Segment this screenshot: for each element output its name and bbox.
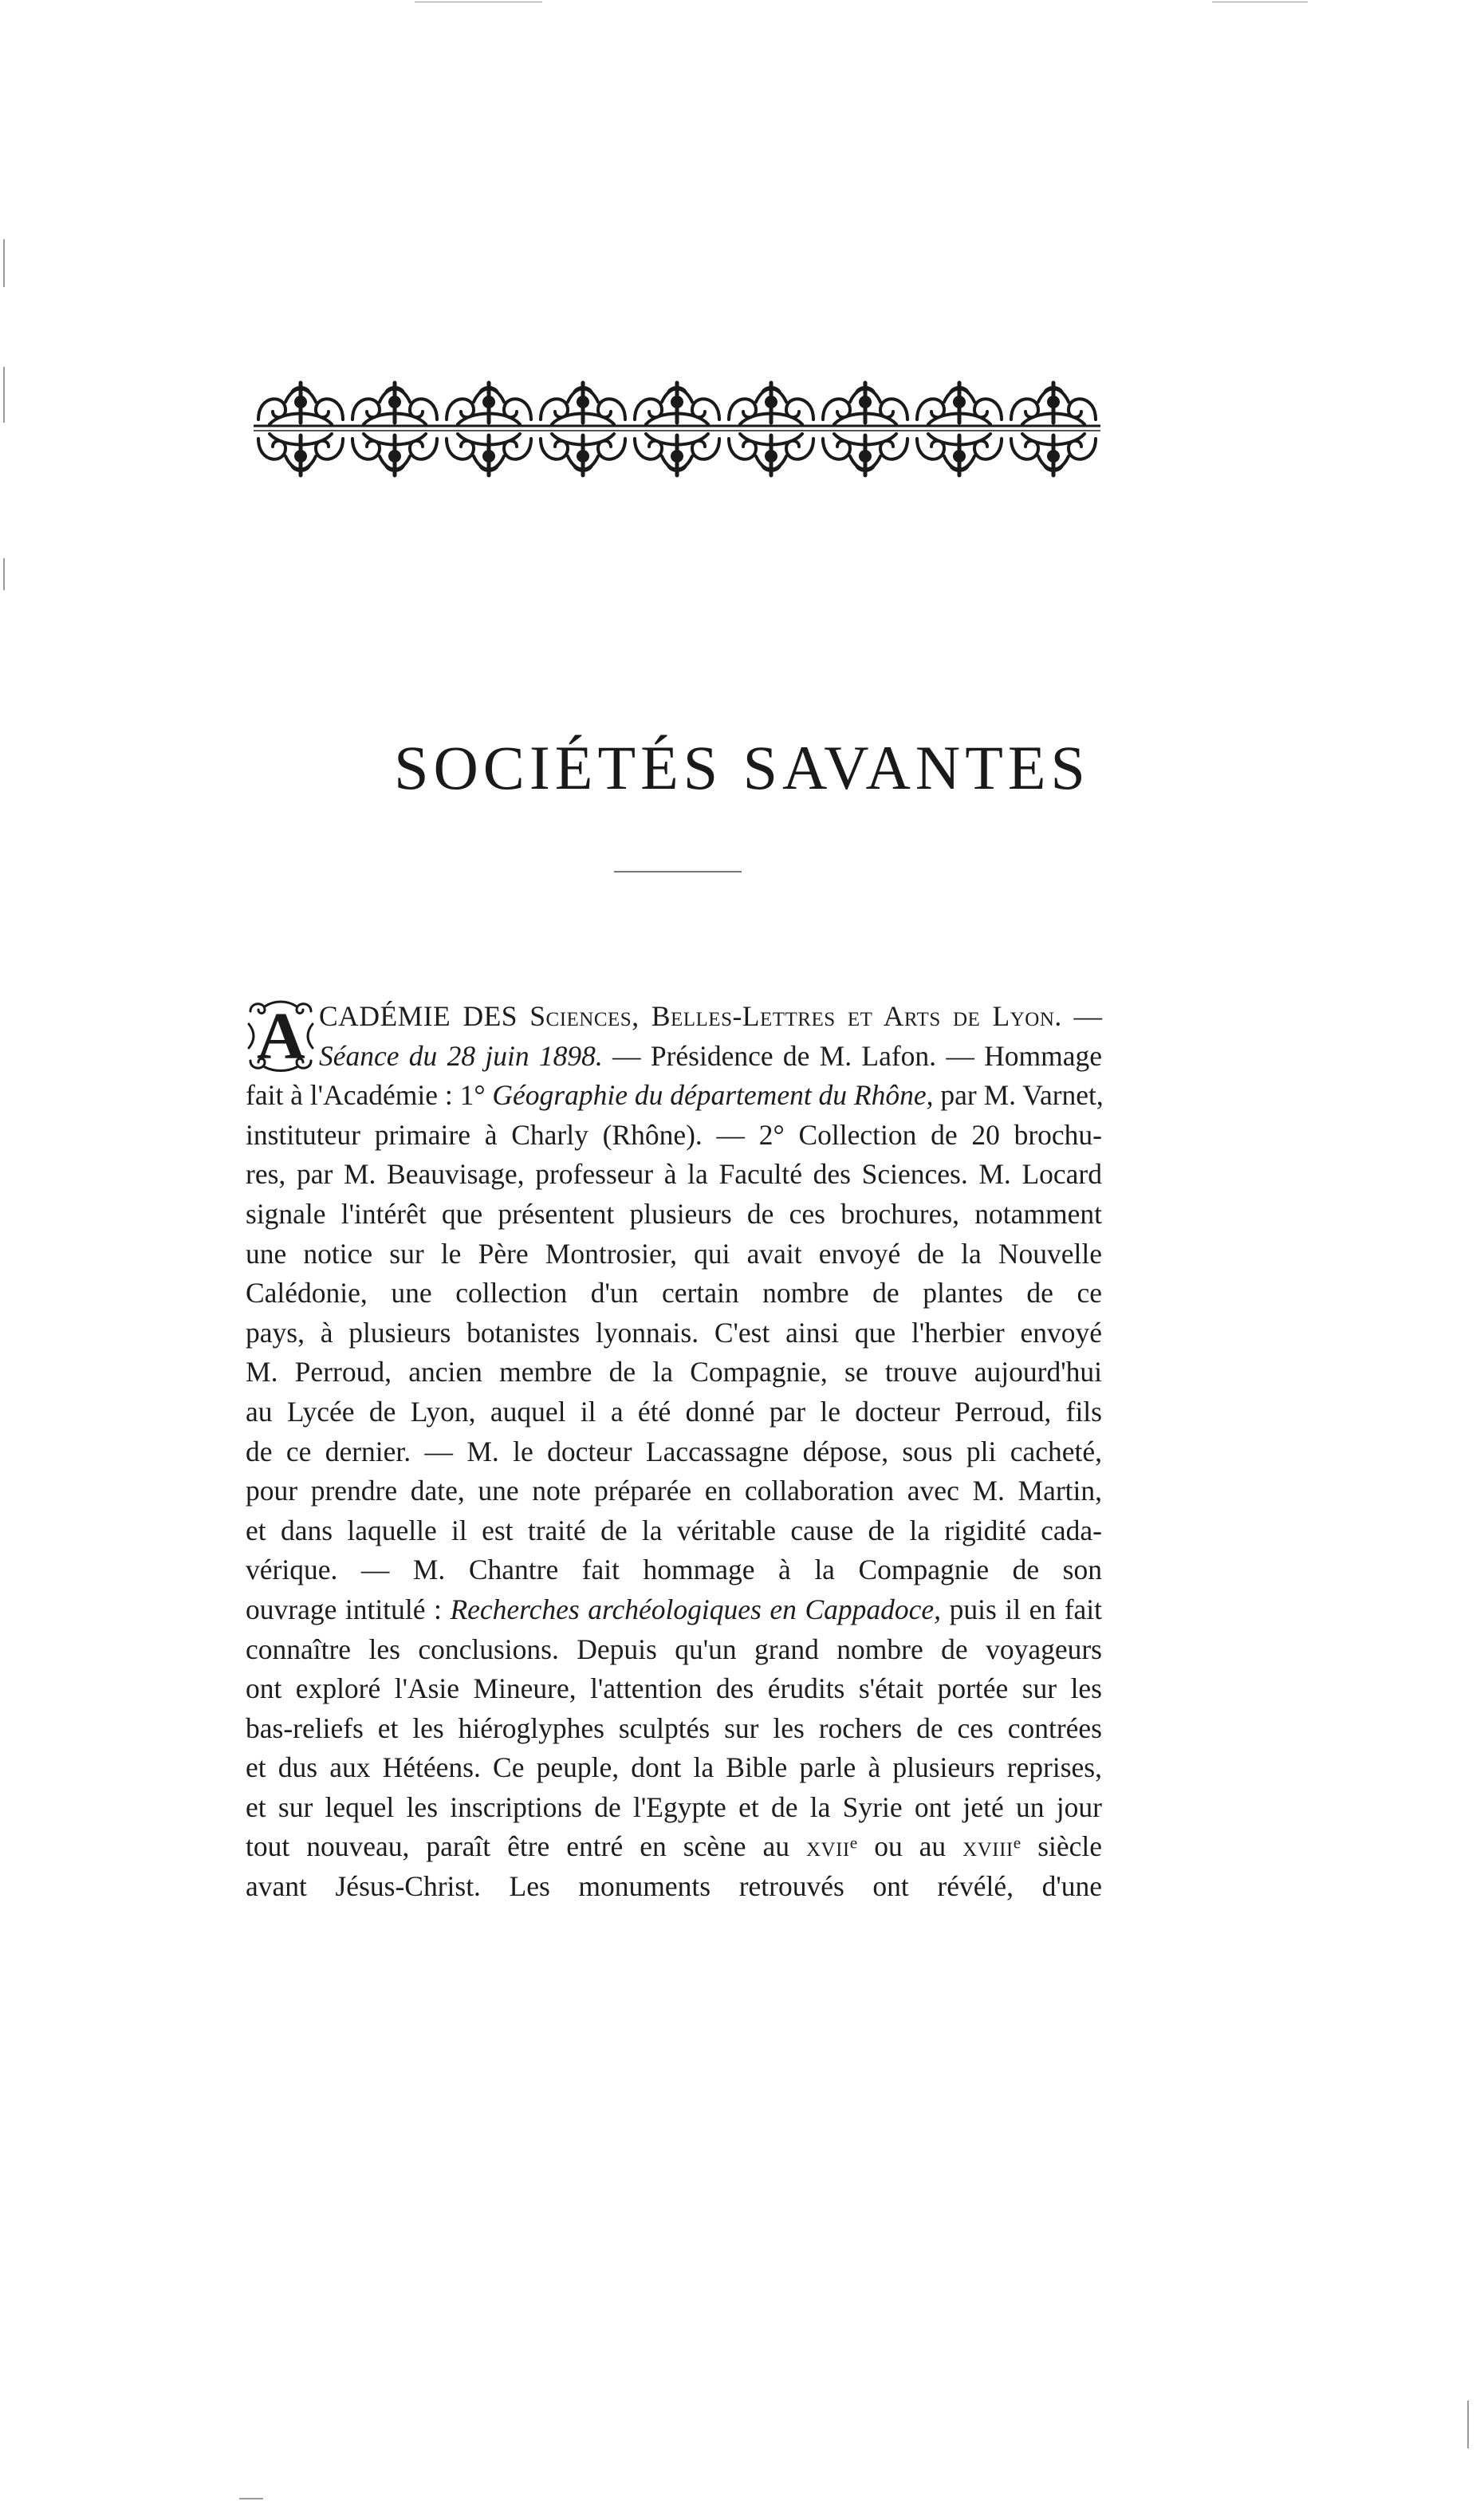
scan-edge-mark [3, 558, 5, 590]
page-title: SOCIÉTÉS SAVANTES [394, 733, 1090, 802]
scan-edge-mark [3, 367, 5, 423]
text-line [246, 1788, 1102, 1828]
text-line [246, 1748, 1102, 1788]
text-run: puis il en fait [941, 1593, 1102, 1625]
text-line [246, 1235, 1102, 1274]
scan-edge-mark [239, 2498, 263, 2499]
text-run: M. Perroud, ancien membre de la Compagnie, se trouve aujourd'hui [246, 1356, 1102, 1388]
text-run: res, par M. Beauvisage, professeur à la Faculté des Sciences. M. Locard [246, 1158, 1102, 1191]
text-line [246, 1314, 1102, 1353]
text-run: et sur lequel les inscriptions de l'Egypte et de la Syrie ont jeté un jour [246, 1790, 1102, 1823]
italic-text: Séance du 28 juin 1898. [319, 1039, 603, 1072]
article-body [246, 997, 1102, 1907]
text-run: siècle [1021, 1830, 1103, 1863]
text-run: ont exploré l'Asie Mineure, l'attention des érudits s'était portée sur les [246, 1672, 1102, 1705]
text-run: ou au [857, 1830, 963, 1863]
text-run: signale l'intérêt que présentent plusieurs de ces brochures, notamment [246, 1197, 1102, 1230]
text-line [246, 1195, 1102, 1235]
text-run: par M. Varnet, [933, 1079, 1104, 1112]
text-run: au Lycée de Lyon, auquel il a été donné par le docteur Perroud, fils [246, 1395, 1102, 1428]
text-run: CADÉMIE DES [319, 1000, 530, 1032]
text-line [246, 1116, 1102, 1156]
text-line [246, 1471, 1102, 1511]
text-run: avant Jésus-Christ. Les monuments retrouvés ont révélé, d'une [246, 1870, 1102, 1903]
text-run: instituteur primaire à Charly (Rhône). — 2° Collection de 20 brochu- [246, 1118, 1102, 1151]
text-run: pour prendre date, une note préparée en collaboration avec M. Martin, [246, 1475, 1102, 1507]
text-line [246, 1274, 1102, 1314]
text-run: tout nouveau, paraît être entré en scène au [246, 1830, 806, 1863]
italic-text: Recherches archéologiques en Cappadoce, [450, 1593, 942, 1625]
dropcap-letter: A [257, 999, 305, 1073]
text-line [246, 1392, 1102, 1432]
text-run: fait à l'Académie : 1° [246, 1079, 493, 1112]
text-run: de ce dernier. — M. le docteur Laccassagne dépose, sous pli cacheté, [246, 1435, 1102, 1467]
superscript-text: e [1013, 1833, 1021, 1853]
text-line [246, 1432, 1102, 1472]
text-line [246, 1511, 1102, 1551]
text-line [246, 1590, 1102, 1630]
scan-edge-mark [1467, 2401, 1469, 2448]
text-run: ouvrage intitulé : [246, 1593, 451, 1625]
text-line [246, 1353, 1102, 1392]
text-run: vérique. — M. Chantre fait hommage à la Compagnie de son [246, 1554, 1102, 1586]
text-line [246, 1669, 1102, 1709]
text-line [246, 1550, 1102, 1590]
text-run: Calédonie, une collection d'un certain nombre de plantes de ce [246, 1277, 1102, 1310]
text-run: et dus aux Hétéens. Ce peuple, dont la Bible parle à plusieurs reprises, [246, 1751, 1102, 1784]
text-run: — Présidence de M. Lafon. — Hommage [602, 1039, 1102, 1072]
superscript-text: e [849, 1833, 858, 1853]
text-line [246, 1709, 1102, 1749]
scan-edge-mark [3, 239, 5, 287]
text-line [246, 1076, 1102, 1116]
text-line [246, 1037, 1102, 1077]
title-rule [614, 871, 742, 872]
text-run: et dans laquelle il est traité de la véritable cause de la rigidité cada- [246, 1514, 1102, 1546]
text-run: pays, à plusieurs botanistes lyonnais. C'est ainsi que l'herbier envoyé [246, 1316, 1102, 1349]
text-run: bas-reliefs et les hiéroglyphes sculptés sur les rochers de ces contrées [246, 1711, 1102, 1744]
text-line [246, 1867, 1102, 1907]
text-run: — [1061, 1000, 1103, 1032]
ornamental-header-band [254, 375, 1100, 479]
text-line [246, 997, 1102, 1037]
text-line [246, 1630, 1102, 1670]
text-run: une notice sur le Père Montrosier, qui avait envoyé de la Nouvelle [246, 1237, 1102, 1270]
italic-text: Géographie du département du Rhône, [492, 1079, 934, 1112]
text-run: xviii [962, 1830, 1014, 1863]
text-line [246, 1155, 1102, 1195]
text-run: xvii [806, 1830, 850, 1863]
text-run: Sciences, Belles-Lettres et Arts de Lyon. [529, 1000, 1062, 1032]
text-line [246, 1827, 1102, 1867]
text-run: connaître les conclusions. Depuis qu'un grand nombre de voyageurs [246, 1633, 1102, 1665]
